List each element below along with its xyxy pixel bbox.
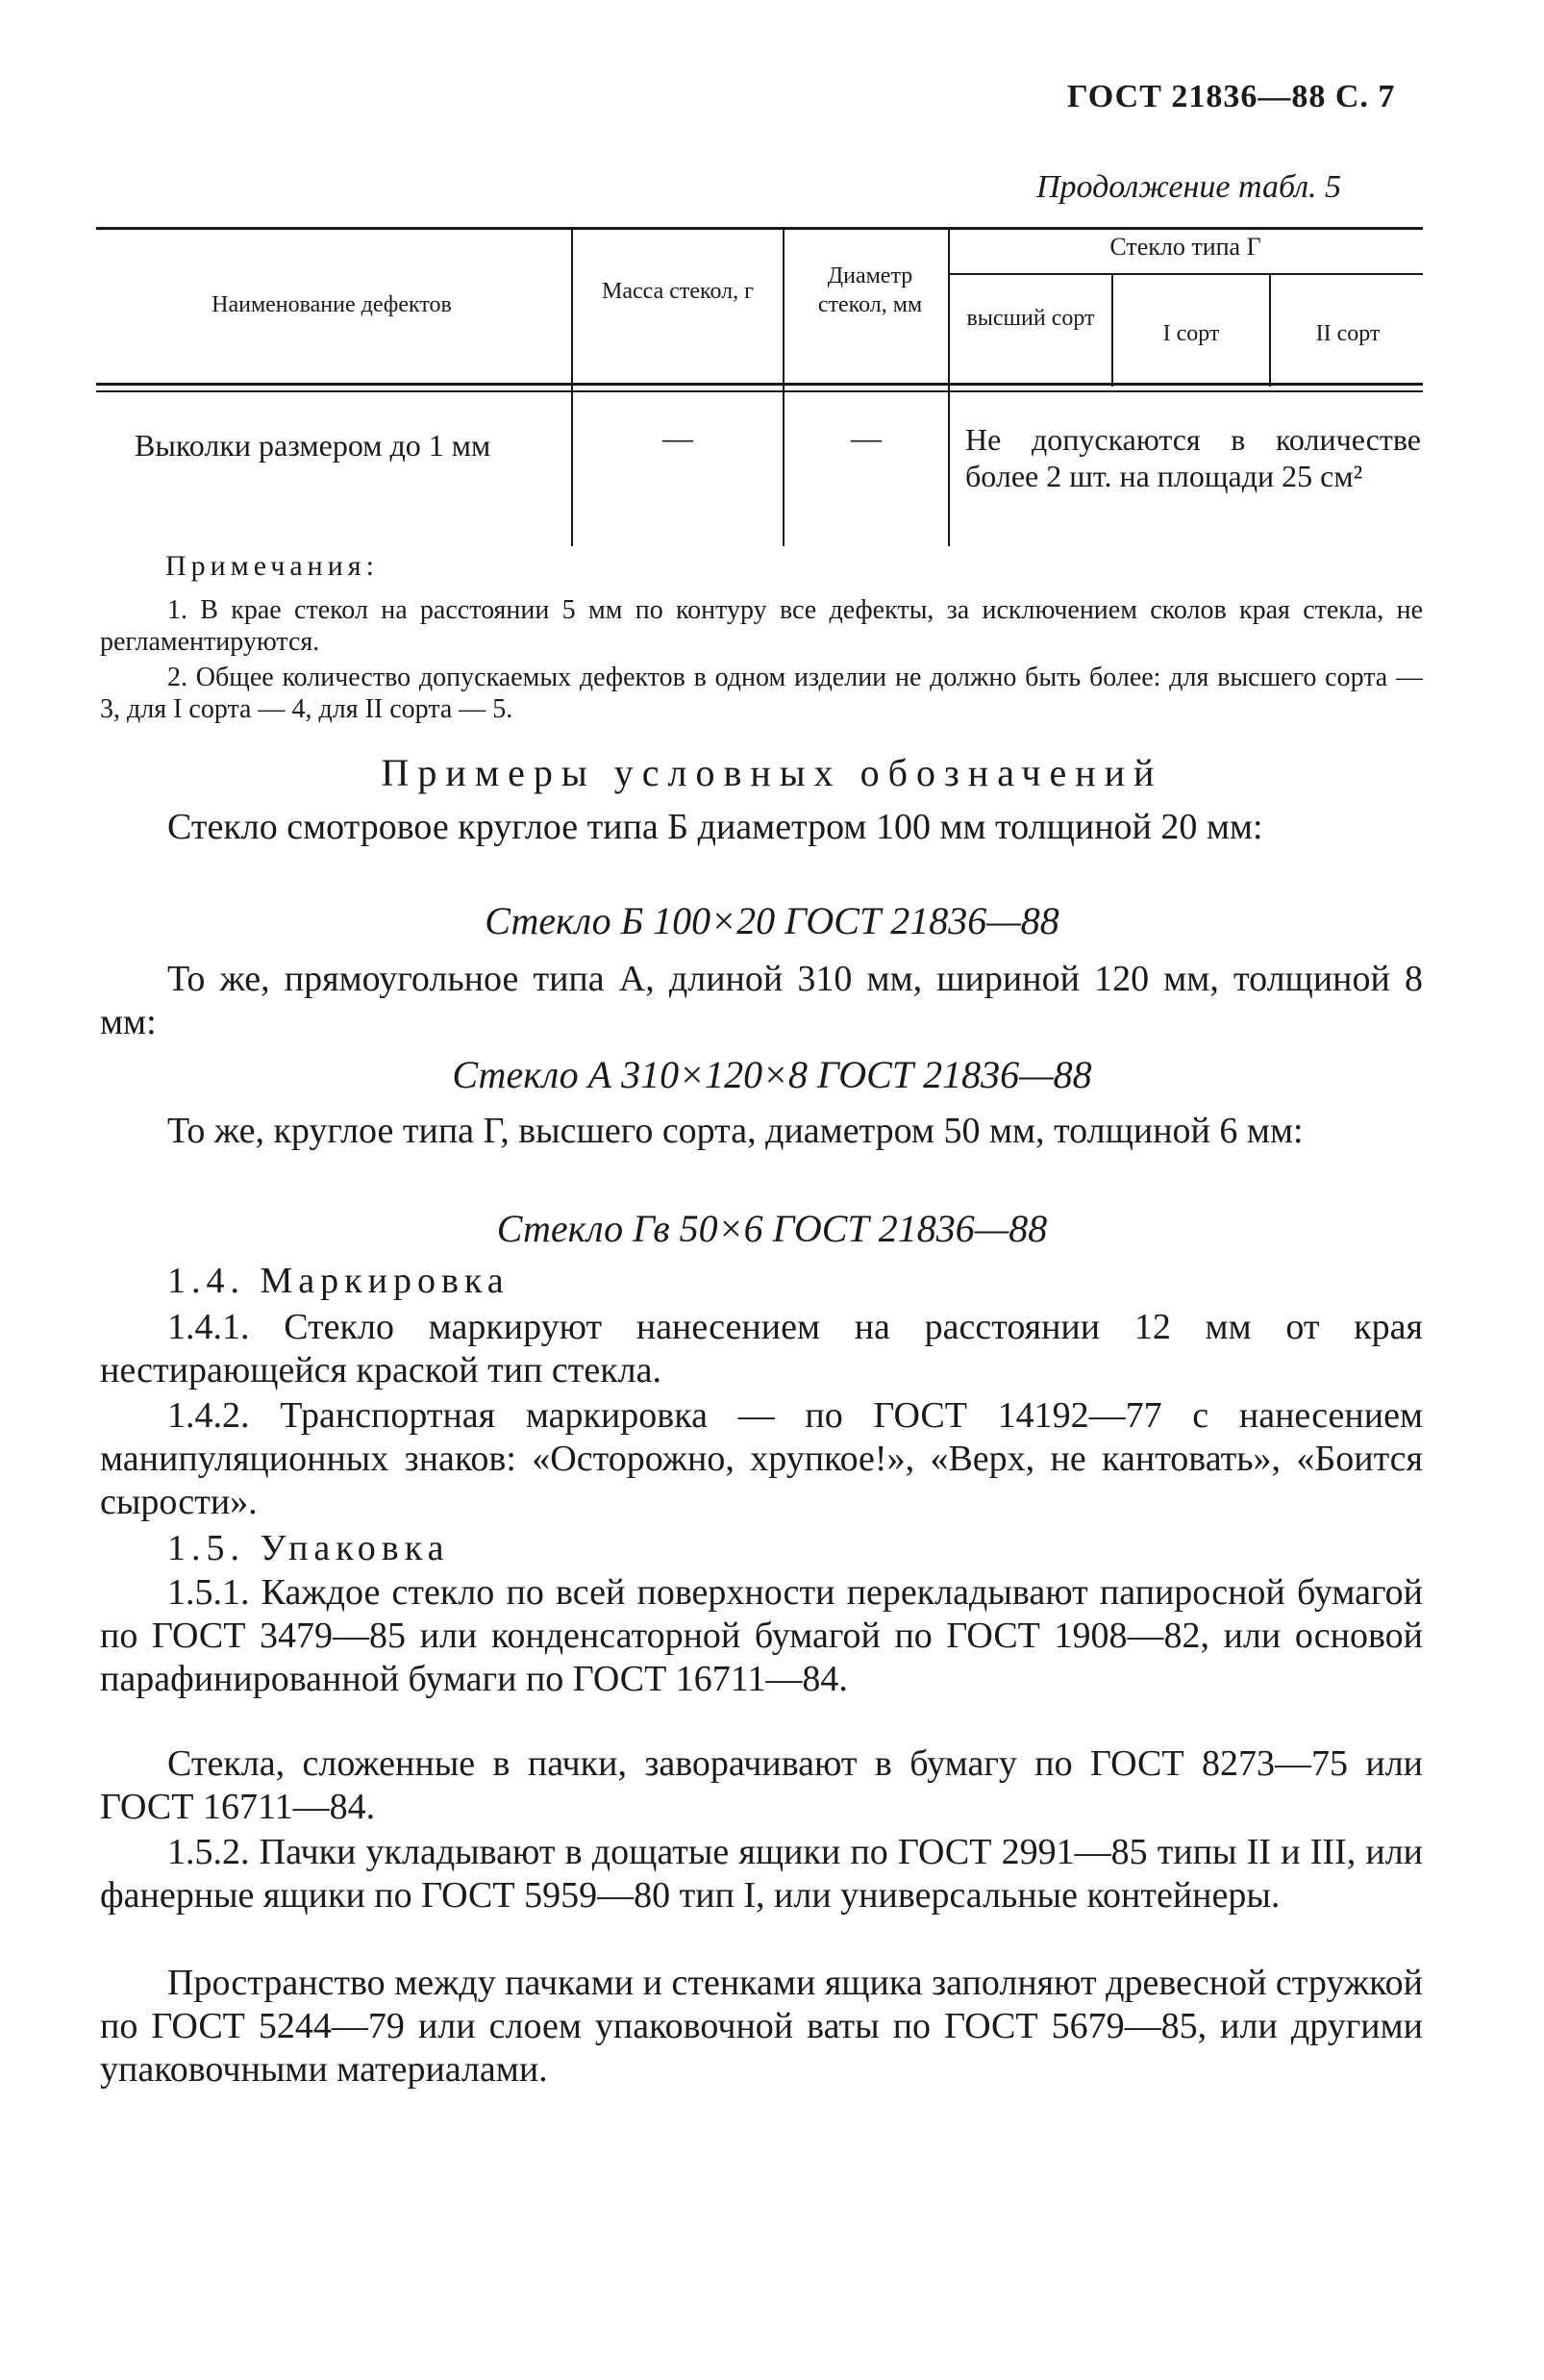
marking-heading: 1.4. Маркировка: [167, 1261, 510, 1301]
table-col-divider: [783, 229, 784, 546]
table-header-rule-2: [96, 390, 1423, 392]
example-designation: Стекло А 310×120×8 ГОСТ 21836—88: [452, 1053, 1092, 1096]
notes-title: Примечания:: [165, 550, 379, 582]
marking-paragraph: 1.4.2. Транспортная маркировка — по ГОСТ 14192—77 с нанесением манипуляционных знаков: «Осторожно, хрупкое!», «Верх, не кантовать», «Боится сырости».: [100, 1395, 1423, 1522]
defects-table: [96, 223, 1423, 550]
note-item: 2. Общее количество допускаемых дефектов в одном изделии не должно быть более: для высшего сорта — 3, для I сорта — 4, для II сорта — 5.: [100, 663, 1423, 724]
table-col-divider: [571, 229, 573, 546]
header-defects: Наименование дефектов: [212, 292, 452, 317]
header-glass-type: Стекло типа Г: [1109, 233, 1261, 261]
table-subheader-rule: [948, 273, 1423, 275]
page-header: ГОСТ 21836—88 С. 7: [1067, 79, 1396, 114]
examples-heading: Примеры условных обозначений: [381, 751, 1163, 794]
packing-paragraph: 1.5.2. Пачки укладывают в дощатые ящики по ГОСТ 2991—85 типы II и III, или фанерные ящики по ГОСТ 5959—80 тип I, или универсальные контейнеры.: [100, 1832, 1423, 1916]
packing-paragraph: Пространство между пачками и стенками ящика заполняют древесной стружкой по ГОСТ 5244—79 или слоем упаковочной ваты по ГОСТ 5679—85, или другими упаковочными материалами.: [100, 1963, 1423, 2090]
header-mass: Масса стекол, г: [602, 279, 754, 304]
header-grade-1: I сорт: [1162, 321, 1220, 346]
marking-paragraph: 1.4.1. Стекло маркируют нанесением на расстоянии 12 мм от края нестирающейся краской тип стекла.: [100, 1307, 1423, 1390]
note-item: 1. В крае стекол на расстоянии 5 мм по контуру все дефекты, за исключением сколов края стекла, не регламентируются.: [100, 595, 1423, 657]
packing-heading: 1.5. Упаковка: [167, 1528, 450, 1568]
table-cell-mass: —: [662, 420, 693, 455]
header-diameter: Диаметр стекол, мм: [817, 263, 923, 317]
example-paragraph: То же, круглое типа Г, высшего сорта, диаметром 50 мм, толщиной 6 мм:: [167, 1111, 1304, 1151]
table-col-divider: [1111, 275, 1113, 387]
table-header-rule: [96, 383, 1423, 386]
packing-paragraph: Стекла, сложенные в пачки, заворачивают в бумагу по ГОСТ 8273—75 или ГОСТ 16711—84.: [100, 1743, 1423, 1827]
packing-paragraph: 1.5.1. Каждое стекло по всей поверхности перекладывают папиросной бумагой по ГОСТ 3479—85 или конденсаторной бумагой по ГОСТ 1908—82, или основой парафинированной бумаги по ГОСТ 16711—84.: [100, 1572, 1423, 1699]
table-cell-glass-g: Не допускаются в количестве более 2 шт. на площади 25 см²: [965, 422, 1421, 493]
table-col-divider: [1269, 275, 1271, 387]
table-col-divider: [948, 229, 950, 546]
table-cell-diameter: —: [851, 420, 882, 455]
table-continuation-label: Продолжение табл. 5: [1036, 169, 1342, 205]
example-paragraph: То же, прямоугольное типа А, длиной 310 мм, шириной 120 мм, толщиной 8 мм:: [100, 959, 1423, 1042]
example-designation: Стекло Гв 50×6 ГОСТ 21836—88: [496, 1207, 1048, 1250]
header-grade-2: II сорт: [1315, 321, 1381, 346]
table-top-rule: [96, 227, 1423, 230]
table-cell-defect: Выколки размером до 1 мм: [135, 428, 491, 463]
header-top-grade: высший сорт: [966, 306, 1095, 331]
example-paragraph: Стекло смотровое круглое типа Б диаметром 100 мм толщиной 20 мм:: [167, 807, 1263, 847]
example-designation: Стекло Б 100×20 ГОСТ 21836—88: [485, 899, 1059, 942]
